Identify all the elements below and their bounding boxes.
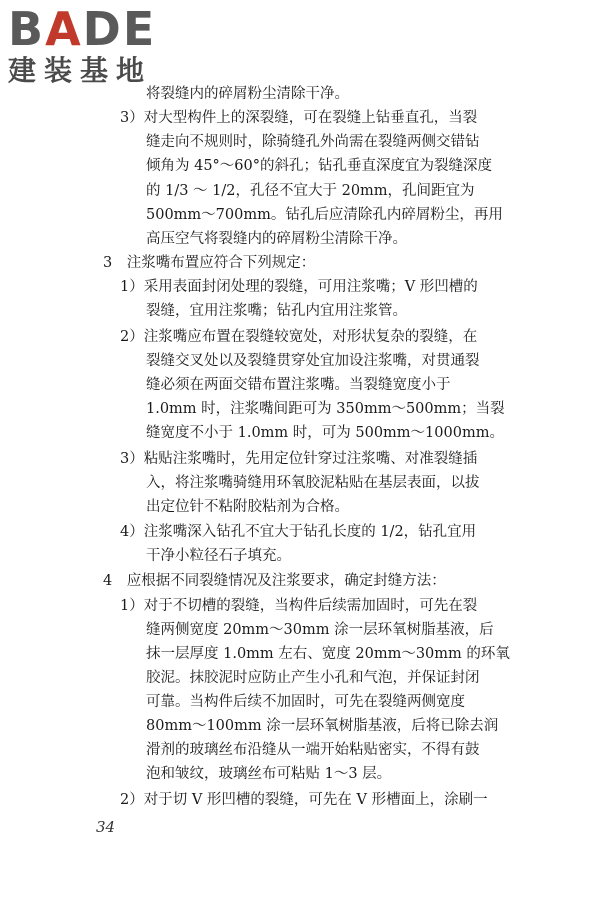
list-item-line: 2）对于切 V 形凹槽的裂缝，可先在 V 形槽面上，涂刷一 [120,792,488,808]
text-line: 可靠。当构件后续不加固时，可先在裂缝两侧宽度 [146,694,465,710]
list-item-line: 1）采用表面封闭处理的裂缝，可用注浆嘴；V 形凹槽的 [120,279,478,295]
text-line: 1.0mm 时，注浆嘴间距可为 350mm～500mm；当裂 [146,401,505,417]
logo-wordmark: BADE [8,2,157,56]
text-line: 将裂缝内的碎屑粉尘清除干净。 [146,86,349,102]
text-line: 缝走向不规则时，除骑缝孔外尚需在裂缝两侧交错钻 [146,134,480,150]
text-line: 缝两侧宽度 20mm～30mm 涂一层环氧树脂基液，后 [146,622,494,638]
text-line: 胶泥。抹胶泥时应防止产生小孔和气泡，并保证封闭 [146,670,480,686]
text-line: 滑剂的玻璃丝布沿缝从一端开始粘贴密实，不得有鼓 [146,742,480,758]
text-line: 80mm～100mm 涂一层环氧树脂基液，后将已除去润 [146,718,499,734]
text-line: 500mm～700mm。钻孔后应清除孔内碎屑粉尘，再用 [146,207,503,223]
text-line: 裂缝，宜用注浆嘴；钻孔内宜用注浆管。 [146,303,407,319]
logo-chinese-text: 建装基地 [8,54,153,87]
text-line: 裂缝交叉处以及裂缝贯穿处宜加设注浆嘴，对贯通裂 [146,353,480,369]
text-line: 泡和皱纹，玻璃丝布可粘贴 1～3 层。 [146,766,392,782]
text-line: 出定位针不粘附胶粘剂为合格。 [146,499,349,515]
text-line: 的 1/3 ～ 1/2，孔径不宜大于 20mm，孔间距宜为 [146,183,475,199]
page-number: 34 [96,818,116,836]
text-line: 高压空气将裂缝内的碎屑粉尘清除干净。 [146,231,407,247]
section-heading: 4 应根据不同裂缝情况及注浆要求，确定封缝方法： [103,573,446,589]
bade-logo [8,4,178,96]
list-item-line: 4）注浆嘴深入钻孔不宜大于钻孔长度的 1/2，钻孔宜用 [120,524,477,540]
list-item-line: 3）对大型构件上的深裂缝，可在裂缝上钻垂直孔，当裂 [120,110,478,126]
text-line: 干净小粒径石子填充。 [146,548,291,564]
list-item-line: 3）粘贴注浆嘴时，先用定位针穿过注浆嘴、对准裂缝插 [120,451,478,467]
section-heading: 3 注浆嘴布置应符合下列规定： [103,255,316,271]
text-line: 抹一层厚度 1.0mm 左右、宽度 20mm～30mm 的环氧 [146,646,510,662]
text-line: 缝必须在两面交错布置注浆嘴。当裂缝宽度小于 [146,377,451,393]
list-item-line: 2）注浆嘴应布置在裂缝较宽处，对形状复杂的裂缝，在 [120,329,478,345]
text-line: 缝宽度不小于 1.0mm 时，可为 500mm～1000mm。 [146,425,504,441]
text-line: 倾角为 45°～60°的斜孔；钻孔垂直深度宜为裂缝深度 [146,158,493,174]
list-item-line: 1）对于不切槽的裂缝，当构件后续需加固时，可先在裂 [120,598,478,614]
text-line: 入，将注浆嘴骑缝用环氧胶泥粘贴在基层表面，以拔 [146,475,480,491]
